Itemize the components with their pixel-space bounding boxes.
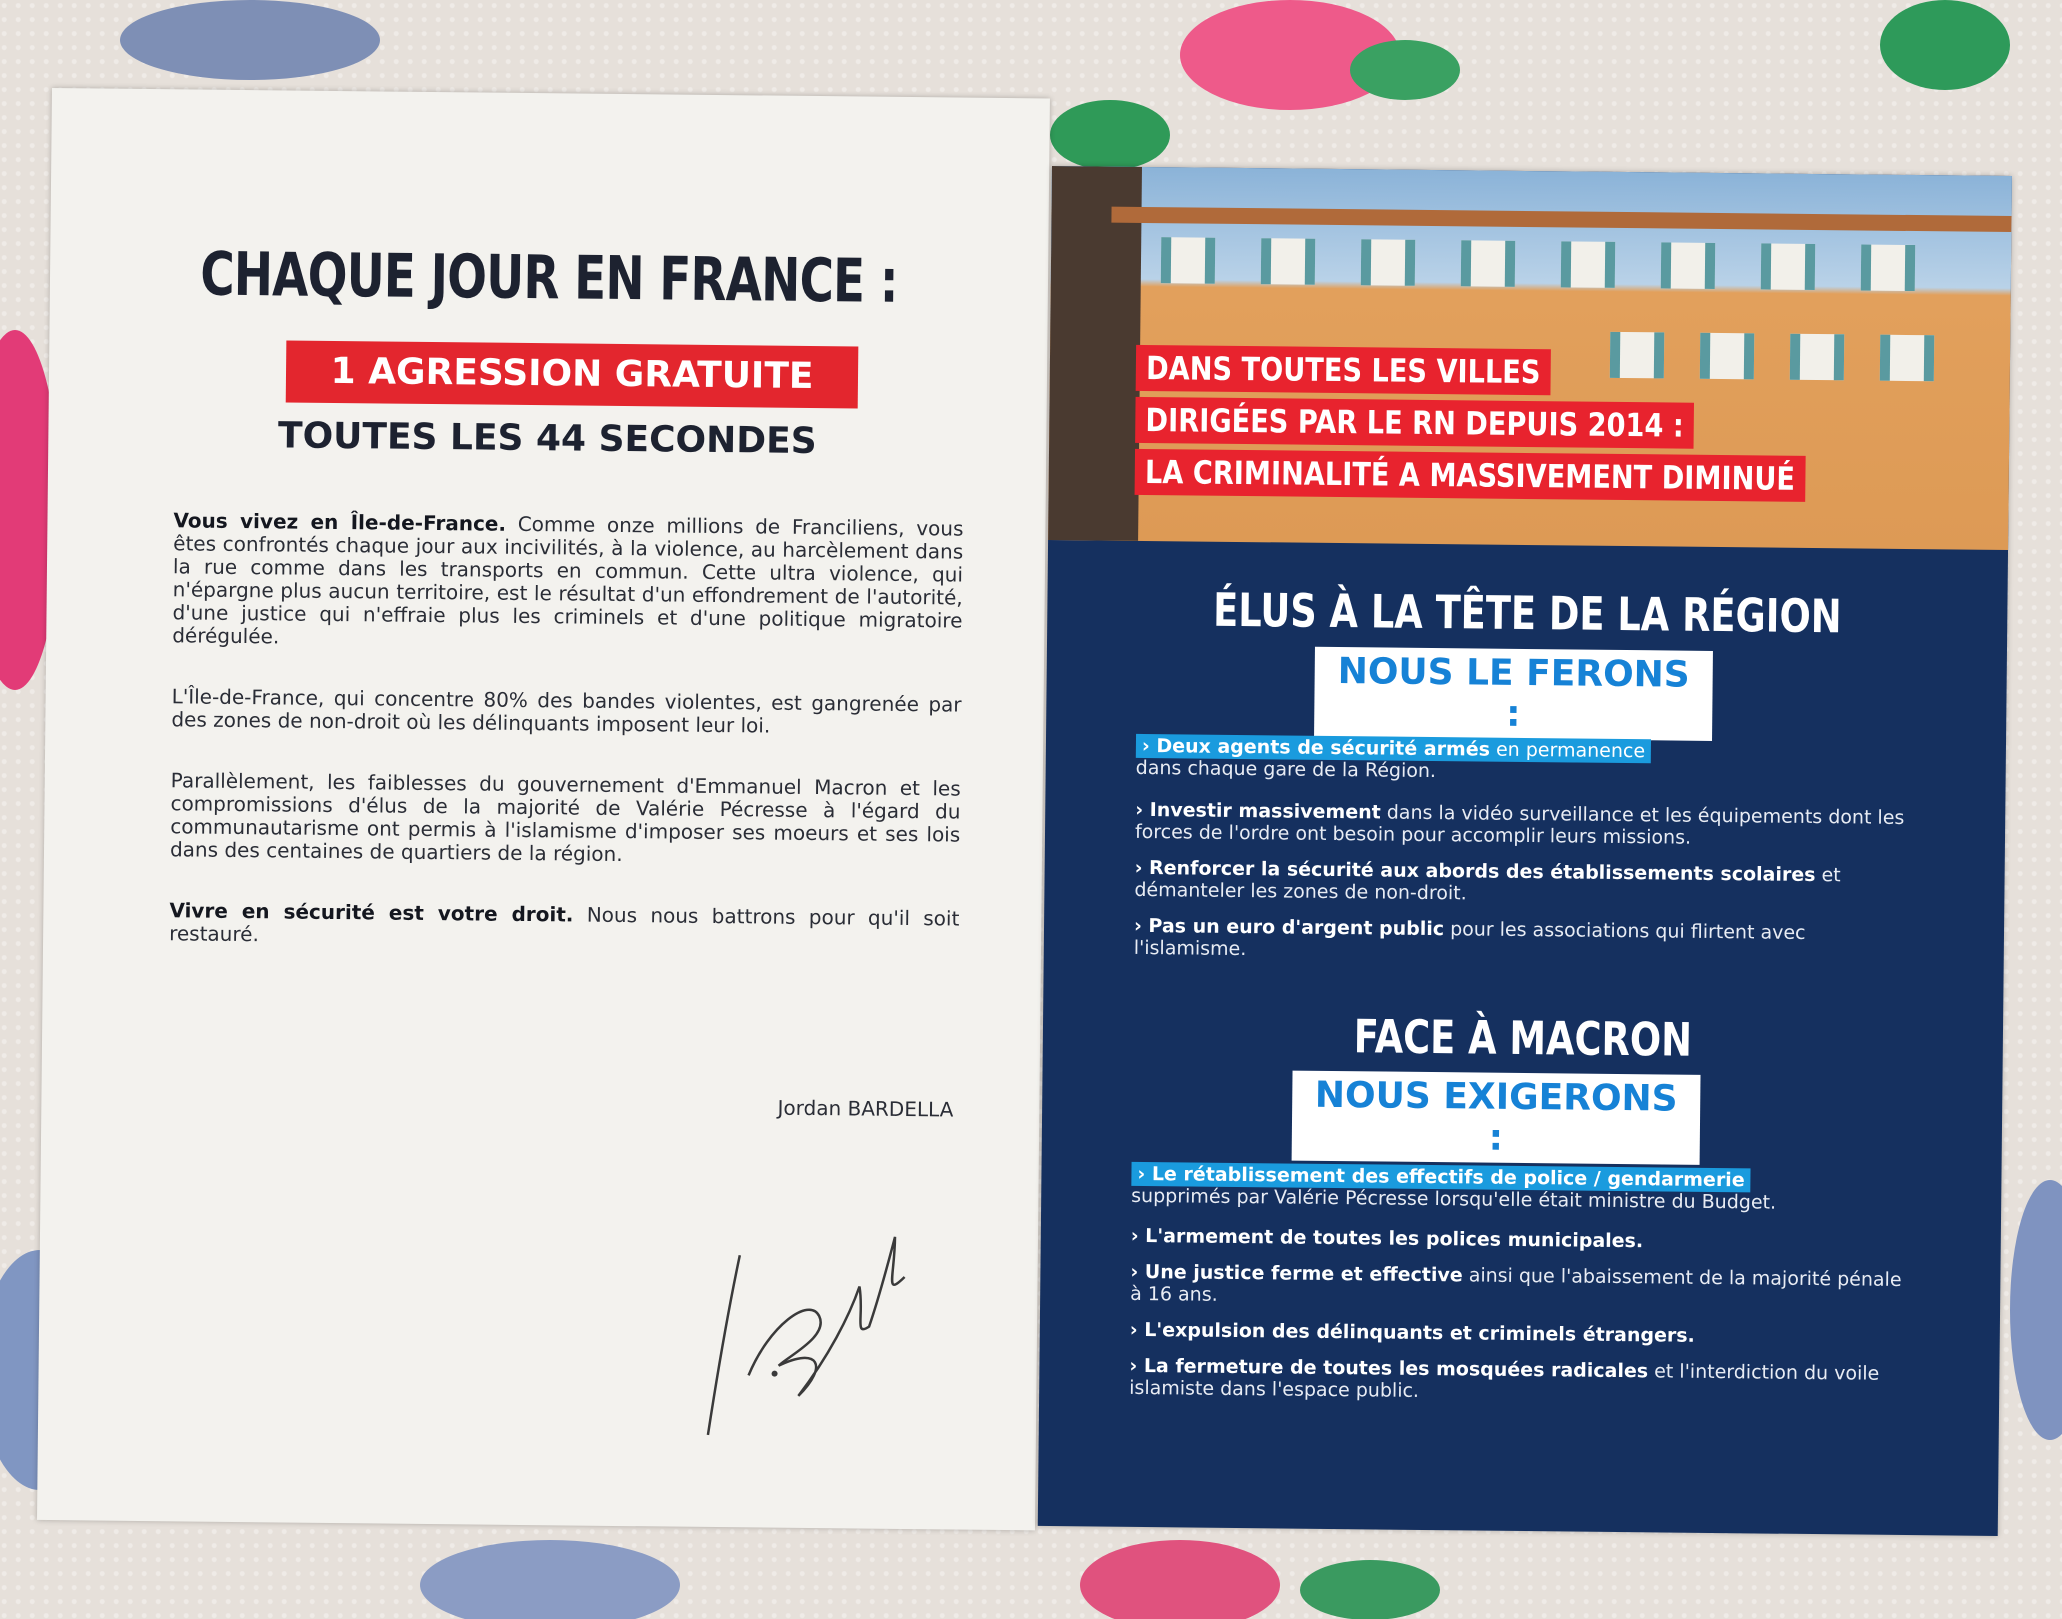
- handwritten-signature: [678, 1215, 921, 1458]
- red-band: 1 AGRESSION GRATUITE: [286, 340, 859, 408]
- photo-window: [1610, 332, 1664, 379]
- right-page: [1038, 166, 2012, 1536]
- section1-title: ÉLUS À LA TÊTE DE LA RÉGION: [1212, 582, 1842, 644]
- leaf-green: [1350, 40, 1460, 100]
- item-bold: › Renforcer la sécurité aux abords des établissements scolaires: [1134, 856, 1816, 887]
- section1-item: [1134, 857, 1914, 909]
- section2-item: [1131, 1225, 1911, 1255]
- item-bold: › Investir massivement: [1135, 798, 1381, 824]
- photo-window: [1861, 244, 1915, 291]
- item-bold: › Une justice ferme et effective: [1130, 1260, 1463, 1287]
- subhead: TOUTES LES 44 SECONDES: [277, 415, 817, 463]
- paragraph-1-bold: Vous vivez en Île-de-France.: [173, 508, 507, 536]
- item-text: dans chaque gare de la Région.: [1135, 756, 1437, 783]
- item-highlight-text: en permanence: [1489, 738, 1646, 763]
- item-bold: › Le rétablissement des effectifs de police / gendarmerie: [1137, 1162, 1745, 1192]
- item-text: et l'interdiction du voile islamiste dans l'espace public.: [1129, 1360, 1880, 1402]
- paragraph-4: [169, 899, 959, 953]
- item-text: supprimés par Valérie Pécresse lorsqu'elle était ministre du Budget.: [1131, 1184, 1777, 1214]
- photo-window: [1661, 242, 1715, 289]
- item-bold: › L'expulsion des délinquants et criminels étrangers.: [1129, 1318, 1695, 1347]
- flower-blue: [2010, 1180, 2062, 1440]
- leaf-green: [1050, 100, 1170, 170]
- paragraph-1: [172, 509, 963, 655]
- photo-window: [1461, 240, 1515, 287]
- leaf-green: [1300, 1560, 1440, 1619]
- flower-blue: [120, 0, 380, 80]
- paragraph-3: Parallèlement, les faiblesses du gouvernement d'Emmanuel Macron et les compromissions d'élus de la majorité de Valérie Pécresse à l'égard du communautarisme ont permis à l'islamisme d'imposer ses moeurs et ses lois dans des centaines de quartiers de la région.: [169, 768, 961, 867]
- photo-line-1: DANS TOUTES LES VILLES: [1136, 345, 1551, 395]
- section1-item: [1134, 915, 1914, 967]
- photo-window: [1761, 243, 1815, 290]
- item-bold: › Deux agents de sécurité armés: [1141, 734, 1491, 761]
- section2-item: [1130, 1261, 1910, 1313]
- flower-blue: [420, 1540, 680, 1619]
- item-text: et démanteler les zones de non-droit.: [1134, 864, 1841, 905]
- item-text: ainsi que l'abaissement de la majorité pénale à 16 ans.: [1130, 1264, 1902, 1306]
- item-bold: › L'armement de toutes les polices municipales.: [1130, 1224, 1644, 1253]
- headline: CHAQUE JOUR EN FRANCE :: [199, 239, 899, 317]
- photo-window: [1361, 239, 1415, 286]
- section2-item: [1129, 1355, 1909, 1407]
- photo-window: [1261, 238, 1315, 285]
- section2-item: [1130, 1319, 1910, 1349]
- item-bold: › Pas un euro d'argent public: [1133, 914, 1445, 941]
- paragraph-1-text: Comme onze millions de Franciliens, vous êtes confrontés chaque jour aux incivilités, à la violence, au harcèlement dans la rue comme dans les transports en commun. Cette ultra violence, qui n'épargne plus aucun territoire, est le résultat d'un effondrement de l'autorité, d'une justice qui n'effraie plus les criminels et d'une politique migratoire dérégulée.: [172, 511, 964, 649]
- photo-window: [1880, 335, 1934, 382]
- photo-line-2: DIRIGÉES PAR LE RN DEPUIS 2014 :: [1135, 397, 1694, 449]
- body-text: [169, 509, 964, 991]
- section1-item: [1136, 735, 1916, 787]
- section2-item: [1131, 1163, 1911, 1215]
- paragraph-4-text: Nous nous battrons pour qu'il soit restauré.: [169, 902, 960, 947]
- section2-box: NOUS EXIGERONS :: [1292, 1071, 1701, 1165]
- paragraph-4-bold: Vivre en sécurité est votre droit.: [169, 898, 574, 927]
- photo-roof: [1111, 207, 2011, 232]
- signature-name: Jordan BARDELLA: [777, 1095, 954, 1122]
- leaf-green: [1880, 0, 2010, 90]
- section1-item: [1135, 799, 1915, 851]
- town-hall-photo: [1048, 166, 2012, 550]
- paragraph-2: L'Île-de-France, qui concentre 80% des bandes violentes, est gangrenée par des zones de non-droit où les délinquants imposent leur loi.: [171, 684, 962, 738]
- item-text: pour les associations qui flirtent avec l'islamisme.: [1133, 918, 1806, 961]
- section1-box: NOUS LE FERONS :: [1314, 647, 1713, 741]
- section2-title: FACE À MACRON: [1353, 1009, 1693, 1067]
- left-page: [37, 88, 1050, 1530]
- photo-window: [1561, 241, 1615, 288]
- item-text: dans la vidéo surveillance et les équipements dont les forces de l'ordre ont besoin pour accomplir leurs missions.: [1134, 801, 1905, 849]
- flower-pink: [1080, 1540, 1280, 1619]
- photo-window: [1700, 333, 1754, 380]
- photo-window: [1790, 334, 1844, 381]
- photo-line-3: LA CRIMINALITÉ A MASSIVEMENT DIMINUÉ: [1135, 449, 1806, 502]
- item-bold: › La fermeture de toutes les mosquées radicales: [1129, 1354, 1649, 1383]
- photo-window: [1161, 237, 1215, 284]
